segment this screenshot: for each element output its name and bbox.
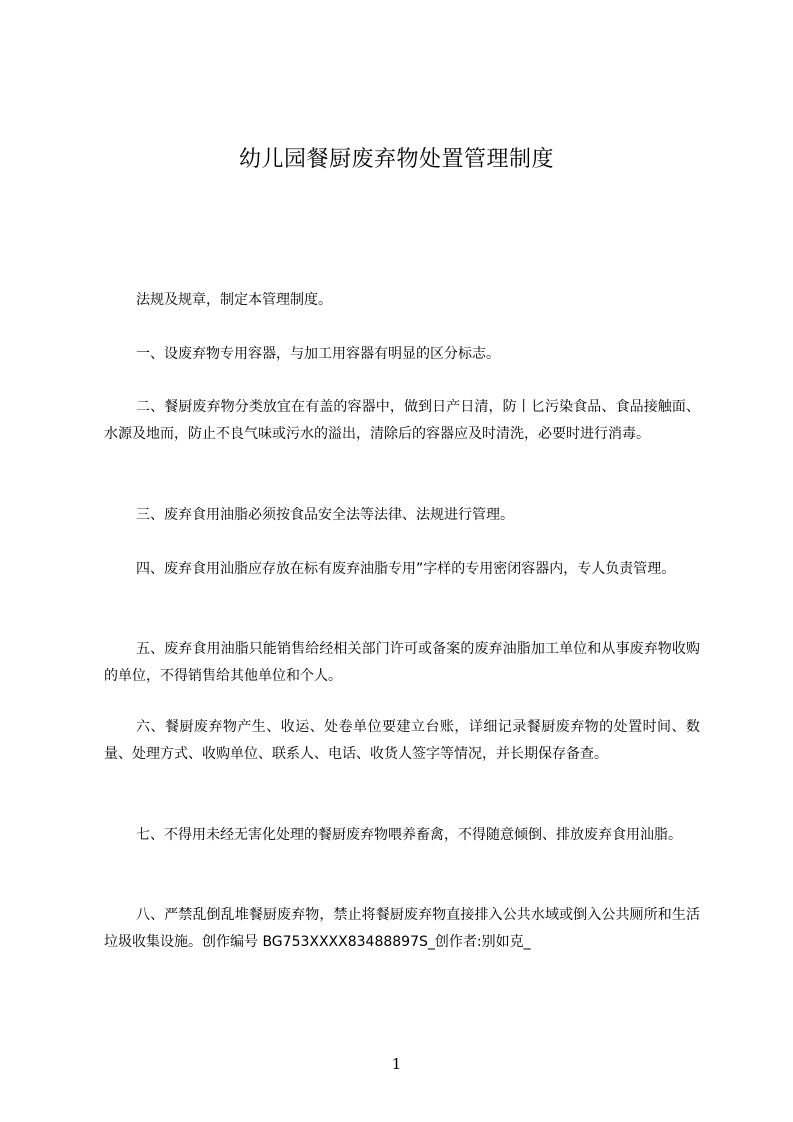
paragraph-5: 五、废弃食用油脂只能销售给经相关部门许可或备案的废弃油脂加工单位和从事废弃物收购的单位，不得销售给其他单位和个人。 bbox=[104, 641, 700, 684]
paragraph-3: 三、废弃食用油脂必须按食品安全法等法律、法规进行管理。 bbox=[136, 507, 514, 523]
paragraph-7: 七、不得用未经无害化处理的餐厨废弃物喂养畜禽，不得随意倾倒、排放废弃食用汕脂。 bbox=[136, 827, 682, 843]
paragraph-4: 四、废弃食用汕脂应存放在标有废弃油脂专用”字样的专用密闭容器内，专人负责管理。 bbox=[136, 561, 676, 577]
paragraph-2: 二、餐厨废弃物分类放宜在有盖的容器中，做到日产日清，防丨匕污染食品、食品接触面、水源及地而，防止不良气味或污水的溢出，清除后的容器应及时清洗，必要时进行消毒。 bbox=[104, 399, 700, 442]
document-title: 幼儿园餐厨废弃物处置管理制度 bbox=[238, 147, 554, 172]
paragraph-1: 一、设废弃物专用容器，与加工用容器有明显的区分标志。 bbox=[136, 346, 500, 362]
paragraph-8: 八、严禁乱倒乱堆餐厨废弃物，禁止将餐厨废弃物直接排入公共水域或倒入公共厕所和生活垃圾收集设施。创作编号 BG753XXXX83488897S_创作者:别如克_ bbox=[104, 907, 700, 950]
page-number: 1 bbox=[391, 1055, 402, 1073]
paragraph-6: 六、餐厨废弃物产生、收运、处卷单位要建立台账，详细记录餐厨废弃物的处置时间、数量、处理方式、收购单位、联系人、电话、收货人签字等情况，并长期保存备查。 bbox=[104, 719, 700, 762]
paragraph-intro: 法规及规章，制定本管理制度。 bbox=[136, 292, 332, 308]
